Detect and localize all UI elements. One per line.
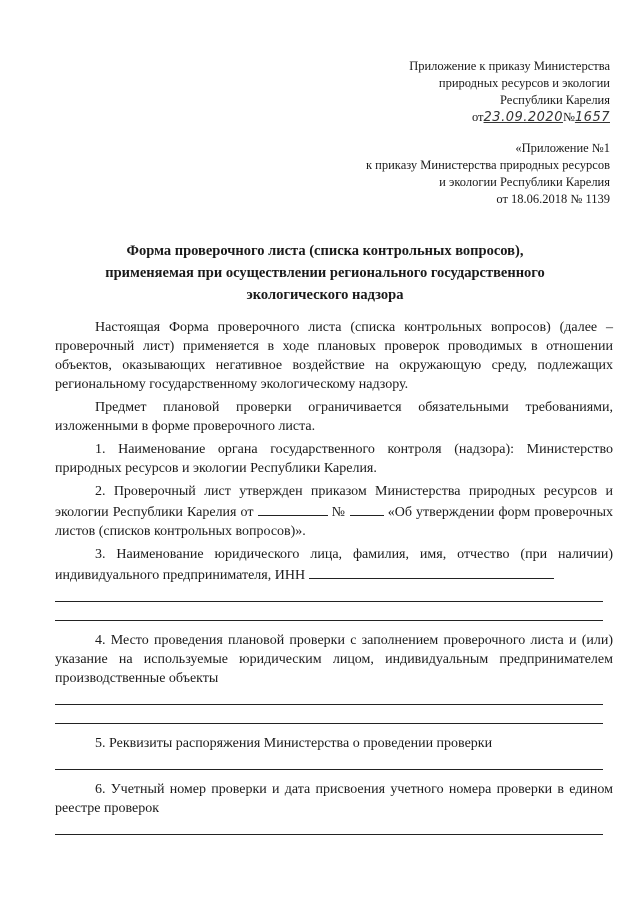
original-appendix-line: и экологии Республики Карелия <box>439 175 610 189</box>
inn-blank <box>309 564 554 579</box>
fill-line <box>55 834 603 835</box>
document-title <box>60 240 590 306</box>
item-2-number-label: № <box>331 505 346 520</box>
appendix-header-line: Республики Карелия <box>499 93 610 107</box>
title-line: Форма проверочного листа (списка контрольных вопросов), <box>126 243 524 259</box>
item-5-paragraph: 5. Реквизиты распоряжения Министерства о проведении проверки <box>95 736 493 751</box>
document-body <box>55 318 613 835</box>
original-appendix-header <box>366 140 610 208</box>
fill-line <box>55 704 603 705</box>
intro-paragraph: Настоящая Форма проверочного листа (списка контрольных вопросов) (далее – проверочный лист) применяется в ходе плановых проверок проводимых в отношении объектов, оказывающих негативное воздействие на окружающую среду, подлежащих региональному государственному экологическому надзору. <box>55 320 613 392</box>
fill-line <box>55 769 603 770</box>
original-appendix-line: от 18.06.2018 № 1139 <box>496 192 610 206</box>
order-number-blank <box>350 501 384 516</box>
item-2-order-title: «Об утверждении форм проверочных листов (списков контрольных вопросов)». <box>55 505 614 539</box>
appendix-header-line: природных ресурсов и экологии <box>438 76 610 90</box>
handwritten-date: 23.09.2020 <box>483 110 563 125</box>
title-line: применяемая при осуществлении регионального государственного <box>105 265 545 281</box>
subject-paragraph: Предмет плановой проверки ограничивается обязательными требованиями, изложенными в форме проверочного листа. <box>55 400 613 434</box>
item-3-paragraph <box>55 545 613 585</box>
original-appendix-line: «Приложение №1 <box>515 141 610 155</box>
item-6-paragraph: 6. Учетный номер проверки и дата присвоения учетного номера проверки в едином реестре проверок <box>55 782 613 816</box>
fill-line <box>55 723 603 724</box>
item-1-paragraph: 1. Наименование органа государственного контроля (надзора): Министерство природных ресурсов и экологии Республики Карелия. <box>55 442 613 476</box>
item-3-text: 3. Наименование юридического лица, фамилия, имя, отчество (при наличии) индивидуального предпринимателя, ИНН <box>55 547 613 583</box>
from-label: от <box>471 110 484 124</box>
number-label: № <box>562 110 575 124</box>
item-4-paragraph: 4. Место проведения плановой проверки с заполнением проверочного листа и (или) указание на используемые юридическим лицом, индивидуальным предпринимателем производственные объекты <box>55 633 613 686</box>
appendix-header <box>409 58 610 126</box>
title-line: экологического надзора <box>246 287 404 303</box>
appendix-date-line <box>409 109 610 126</box>
handwritten-number: 1657 <box>574 110 610 125</box>
item-2-paragraph <box>55 482 613 541</box>
order-date-blank <box>258 501 328 516</box>
fill-line <box>55 601 603 602</box>
item-2-text: 2. Проверочный лист утвержден приказом Министерства природных ресурсов и экологии Республики Карелия от <box>55 484 613 520</box>
appendix-header-line: Приложение к приказу Министерства <box>409 59 610 73</box>
original-appendix-line: к приказу Министерства природных ресурсов <box>365 158 610 172</box>
